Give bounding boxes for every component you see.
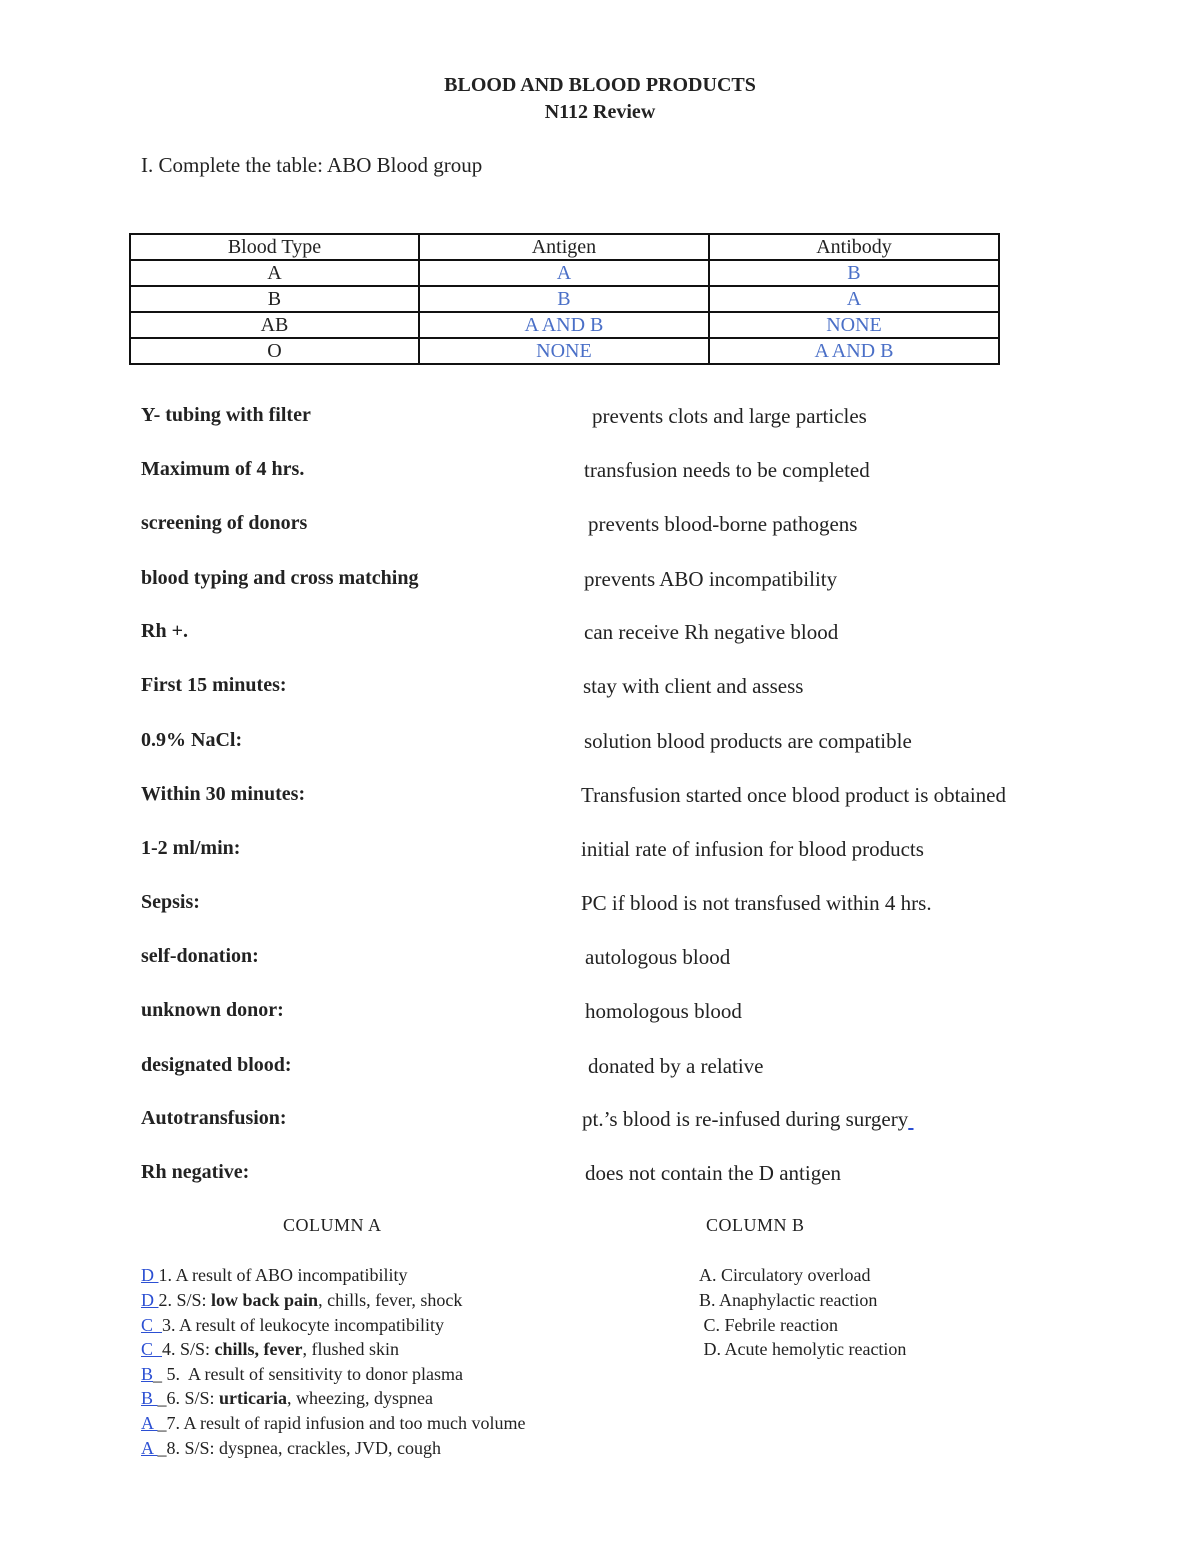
column-a-item: [141, 1315, 444, 1336]
term-label: Within 30 minutes:: [141, 783, 306, 805]
antigen-cell: A AND B: [419, 312, 709, 338]
antigen-cell: NONE: [419, 338, 709, 364]
term-definition: stay with client and assess: [583, 674, 804, 698]
item-text: dyspnea, crackles, JVD, cough: [219, 1438, 441, 1458]
answer-letter: B: [141, 1364, 154, 1384]
column-a-item: [141, 1388, 433, 1409]
item-number: 2. S/S:: [158, 1290, 212, 1310]
term-definition: [582, 1107, 914, 1132]
section-instruction: I. Complete the table: ABO Blood group: [141, 153, 483, 177]
item-number: 4. S/S:: [162, 1339, 215, 1359]
abo-blood-group-table: [129, 233, 1000, 365]
term-definition: can receive Rh negative blood: [584, 620, 839, 644]
table-row: [130, 286, 999, 312]
column-b-item: A. Circulatory overload: [699, 1265, 871, 1285]
answer-letter: D: [141, 1265, 159, 1285]
term-definition-text: pt.’s blood is re-infused during surgery: [582, 1107, 909, 1131]
term-definition: donated by a relative: [588, 1054, 764, 1078]
term-label: Rh negative:: [141, 1161, 250, 1183]
item-bold-text: low back pain: [211, 1290, 319, 1310]
table-header-cell: Blood Type: [130, 234, 419, 260]
answer-letter: C: [141, 1339, 163, 1359]
column-b-header: COLUMN B: [706, 1215, 805, 1235]
antibody-cell: A AND B: [709, 338, 999, 364]
term-label: Sepsis:: [141, 891, 200, 913]
term-definition: homologous blood: [585, 999, 742, 1023]
underline-mark: [908, 1107, 913, 1131]
item-text: A result of sensitivity to donor plasma: [188, 1364, 464, 1384]
antigen-cell: B: [419, 286, 709, 312]
document-title: BLOOD AND BLOOD PRODUCTS: [444, 74, 756, 96]
blood-type-cell: A: [130, 260, 419, 286]
term-definition: initial rate of infusion for blood products: [581, 837, 924, 861]
column-a-header: COLUMN A: [283, 1215, 382, 1235]
antibody-cell: A: [709, 286, 999, 312]
term-label: 1-2 ml/min:: [141, 837, 241, 859]
item-text: A result of ABO incompatibility: [175, 1265, 408, 1285]
column-b-item: B. Anaphylactic reaction: [699, 1290, 878, 1310]
item-number: _8. S/S:: [157, 1438, 220, 1458]
item-number: 1.: [158, 1265, 176, 1285]
antibody-cell: NONE: [709, 312, 999, 338]
term-label: blood typing and cross matching: [141, 567, 419, 589]
item-bold-text: chills, fever: [214, 1339, 303, 1359]
term-definition: prevents ABO incompatibility: [584, 567, 838, 591]
item-text: , wheezing, dyspnea: [287, 1388, 433, 1408]
term-definition: autologous blood: [585, 945, 731, 969]
term-label: self-donation:: [141, 945, 259, 967]
antigen-cell: A: [419, 260, 709, 286]
answer-letter: D: [141, 1290, 159, 1310]
term-label: Maximum of 4 hrs.: [141, 458, 305, 480]
blood-type-cell: O: [130, 338, 419, 364]
table-row: [130, 260, 999, 286]
blood-type-cell: B: [130, 286, 419, 312]
column-b-item: C. Febrile reaction: [699, 1315, 838, 1335]
answer-letter: A: [141, 1413, 158, 1433]
table-header-cell: Antigen: [419, 234, 709, 260]
item-number: _6. S/S:: [157, 1388, 220, 1408]
answer-letter: B: [141, 1388, 158, 1408]
term-definition: does not contain the D antigen: [585, 1161, 842, 1185]
term-label: First 15 minutes:: [141, 674, 287, 696]
blood-type-cell: AB: [130, 312, 419, 338]
item-text: , chills, fever, shock: [318, 1290, 463, 1310]
table-header-row: [130, 234, 999, 260]
item-text: , flushed skin: [302, 1339, 400, 1359]
column-b-item: D. Acute hemolytic reaction: [699, 1339, 907, 1359]
item-text: A result of rapid infusion and too much volume: [183, 1413, 526, 1433]
term-label: Y- tubing with filter: [141, 404, 311, 426]
item-number: _7.: [157, 1413, 184, 1433]
item-number: _ 5.: [153, 1364, 189, 1384]
answer-letter: C: [141, 1315, 163, 1335]
column-a-item: [141, 1265, 408, 1286]
term-definition: prevents blood-borne pathogens: [588, 512, 858, 536]
column-a-item: [141, 1438, 441, 1459]
column-a-item: [141, 1290, 462, 1311]
table-header-cell: Antibody: [709, 234, 999, 260]
item-number: 3.: [162, 1315, 180, 1335]
term-label: 0.9% NaCl:: [141, 729, 243, 751]
item-bold-text: urticaria: [219, 1388, 288, 1408]
document-subtitle: N112 Review: [544, 101, 656, 123]
term-label: screening of donors: [141, 512, 308, 534]
table-row: [130, 312, 999, 338]
antibody-cell: B: [709, 260, 999, 286]
term-label: designated blood:: [141, 1054, 292, 1076]
term-label: Autotransfusion:: [141, 1107, 287, 1129]
term-definition: PC if blood is not transfused within 4 hrs.: [581, 891, 932, 915]
term-label: unknown donor:: [141, 999, 284, 1021]
column-a-item: [141, 1413, 525, 1434]
term-definition: Transfusion started once blood product is obtained: [581, 783, 1006, 807]
term-definition: transfusion needs to be completed: [584, 458, 870, 482]
column-a-item: [141, 1339, 399, 1360]
column-a-item: [141, 1364, 463, 1385]
term-definition: solution blood products are compatible: [584, 729, 912, 753]
term-definition: prevents clots and large particles: [592, 404, 867, 428]
item-text: A result of leukocyte incompatibility: [179, 1315, 444, 1335]
answer-letter: A: [141, 1438, 158, 1458]
table-row: [130, 338, 999, 364]
term-label: Rh +.: [141, 620, 188, 642]
